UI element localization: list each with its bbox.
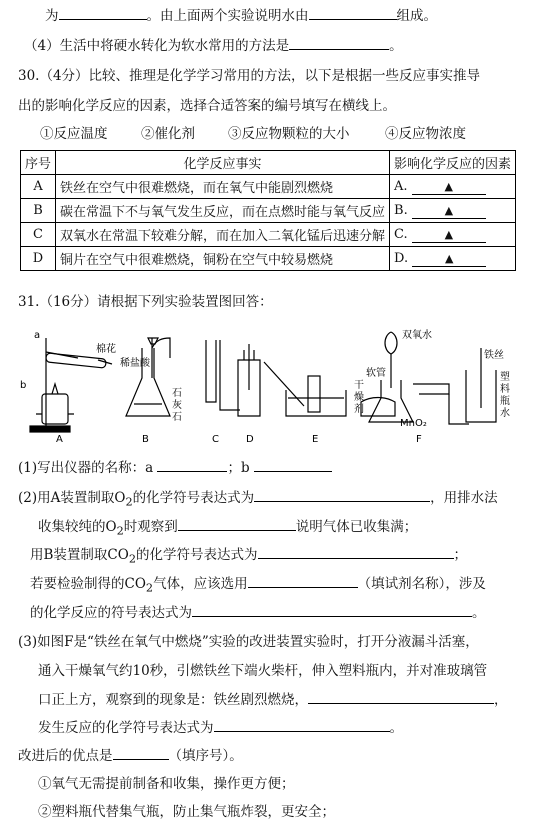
q31-part-2-line-4: 若要检验制得的$CO_2$气体，应该选用 （填试剂名称），涉及 [30, 576, 486, 595]
option-4: ④反应物浓度 [385, 126, 466, 142]
answer-blank[interactable] [412, 252, 486, 267]
question-4: （4）生活中将硬水转化为软水常用的方法是 。 [24, 38, 403, 54]
answer-blank[interactable] [178, 517, 296, 531]
fig-label-acid: 稀盐酸 [120, 358, 150, 369]
advantage-2: ②塑料瓶代替集气瓶，防止集气瓶炸裂，更安全； [38, 804, 335, 820]
table-row: D 铜片在空气中很难燃烧，铜粉在空气中较易燃烧 D. ▲ [21, 247, 516, 271]
fig-label-tube: 软管 [366, 368, 386, 379]
fig-label-bottle-1: 塑 [500, 372, 510, 383]
q31-part-2-line-1: (2)用A装置制取$O_2$的化学符号表达式为 ，用排水法 [18, 490, 498, 509]
option-3: ③反应物颗粒的大小 [228, 126, 350, 142]
fig-label-cotton: 棉花 [96, 344, 116, 355]
answer-blank[interactable] [192, 603, 472, 617]
fig-label-A: A [56, 434, 63, 445]
q31-part-3-line-3: 口正上方，观察到的现象是：铁丝剧烈燃烧， ， [38, 692, 508, 708]
answer-blank[interactable] [412, 228, 486, 243]
answer-blank[interactable] [412, 204, 486, 219]
fig-label-bottle-3: 瓶 [500, 396, 510, 407]
table-row: C 双氧水在常温下较难分解，而在加入二氧化锰后迅速分解 C. ▲ [21, 223, 516, 247]
q30-intro-2: 出的影响化学反应的因素，选择合适答案的编号填写在横线上。 [18, 98, 396, 114]
answer-blank[interactable] [254, 488, 430, 502]
fig-label-dry-1: 干 [354, 380, 364, 391]
triangle-marker: ▲ [444, 203, 454, 217]
q30-intro-1: 30.（4分）比较、推理是化学学习常用的方法，以下是根据一些反应事实推导 [18, 68, 481, 84]
reaction-table [20, 150, 516, 271]
option-1: ①反应温度 [40, 126, 108, 142]
top-line-1: 为 。由上面两个实验说明水由 组成。 [45, 8, 437, 24]
fig-label-F: F [416, 434, 422, 445]
triangle-marker: ▲ [445, 251, 454, 265]
header-fact: 化学反应事实 [56, 151, 390, 175]
fig-label-dry-2: 燥 [354, 392, 364, 403]
answer-blank[interactable] [214, 718, 390, 732]
fig-label-h2o2: 双氧水 [402, 330, 432, 341]
fig-label-water: 水 [500, 408, 510, 419]
q31-part-2-line-5: 的化学反应的符号表达式为 。 [30, 605, 486, 621]
q31-part-3-line-4: 发生反应的化学符号表达式为 。 [38, 720, 403, 736]
fig-label-dry-3: 剂 [354, 404, 364, 415]
fig-label-B: B [142, 434, 149, 445]
answer-blank[interactable] [308, 690, 494, 704]
q31-intro: 31.（16分）请根据下列实验装置图回答： [18, 294, 273, 310]
triangle-marker: ▲ [444, 179, 453, 193]
answer-blank[interactable] [254, 458, 332, 472]
q31-part-1: (1)写出仪器的名称：a ；b [18, 456, 332, 476]
table-header-row [21, 151, 516, 175]
answer-blank[interactable] [289, 36, 389, 50]
advantage-1: ①氧气无需提前制备和收集，操作更方便； [38, 776, 295, 792]
fig-label-limestone-3: 石 [172, 412, 182, 423]
q31-part-3-line-2: 通入干燥氧气约10秒，引燃铁丝下端火柴杆，伸入塑料瓶内，并对准玻璃管 [38, 663, 488, 679]
q31-part-2-line-2: 收集较纯的$O_2$时观察到 说明气体已收集满； [38, 519, 418, 538]
answer-blank[interactable] [113, 746, 169, 760]
fig-label-limestone-2: 灰 [172, 400, 182, 411]
option-2: ②催化剂 [141, 126, 195, 142]
answer-blank[interactable] [59, 6, 147, 20]
fig-label-E: E [312, 434, 319, 445]
q31-part-3-line-5: 改进后的优点是 （填序号）。 [18, 748, 243, 764]
answer-blank[interactable] [157, 458, 227, 472]
answer-blank[interactable] [258, 545, 454, 559]
header-id: 序号 [21, 151, 56, 175]
q31-part-3-line-1: (3)如图F是“铁丝在氧气中燃烧”实验的改进装置实验时，打开分液漏斗活塞， [18, 634, 479, 650]
fig-label-C: C [212, 434, 219, 445]
fig-label-a: a [34, 330, 41, 341]
triangle-marker: ▲ [444, 227, 454, 241]
apparatus-figure [16, 318, 521, 446]
header-factor: 影响化学反应的因素 [390, 151, 516, 175]
fig-label-b: b [20, 380, 27, 391]
table-row: B 碳在常温下不与氧气发生反应，而在点燃时能与氧气反应 B. ▲ [21, 199, 516, 223]
fig-label-mno2: MnO₂ [400, 418, 427, 429]
fig-label-wire: 铁丝 [484, 350, 504, 361]
table-row: A 铁丝在空气中很难燃烧，而在氧气中能剧烈燃烧 A. ▲ [21, 175, 516, 199]
q31-part-2-line-3: 用B装置制取$CO_2$的化学符号表达式为 ； [30, 547, 467, 566]
answer-blank[interactable] [309, 6, 397, 20]
answer-blank[interactable] [248, 574, 358, 588]
answer-blank[interactable] [412, 180, 486, 195]
fig-label-bottle-2: 料 [500, 384, 510, 395]
fig-label-D: D [246, 434, 254, 445]
fig-label-limestone-1: 石 [172, 388, 182, 399]
